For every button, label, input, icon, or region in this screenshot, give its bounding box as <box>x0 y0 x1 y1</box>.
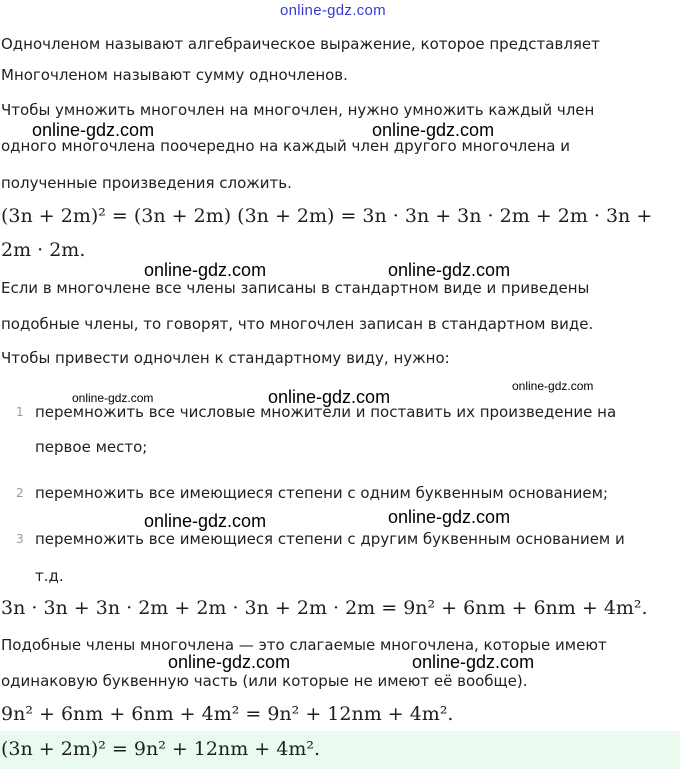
list-item-3-line1: перемножить все имеющиеся степени с другим буквенным основанием и <box>35 530 625 548</box>
watermark-top: online-gdz.com <box>280 2 386 19</box>
rule-multiply-line2: одного многочлена поочередно на каждый член другого многочлена и <box>1 137 571 155</box>
list-item-2: перемножить все имеющиеся степени с одним буквенным основанием; <box>35 484 609 502</box>
list-item-3-line2: т.д. <box>35 567 64 585</box>
list-item-1-line1: перемножить все числовые множители и поставить их произведение на <box>35 403 617 421</box>
equation-standard-form: 3n · 3n + 3n · 2m + 2m · 3n + 2m · 2m = 9n² + 6nm + 6nm + 4m². <box>1 597 648 619</box>
standard-form-line1: Если в многочлене все члены записаны в стандартном виде и приведены <box>1 279 590 297</box>
watermark: online-gdz.com <box>32 120 155 140</box>
watermark: online-gdz.com <box>412 652 535 672</box>
watermark: online-gdz.com <box>144 511 267 531</box>
watermark: online-gdz.com <box>168 652 291 672</box>
definition-monomial: Одночленом называют алгебраическое выражение, которое представляет <box>1 35 600 53</box>
equation-expansion-line1: (3n + 2m)² = (3n + 2m) (3n + 2m) = 3n · 3n + 3n · 2m + 2m · 3n + <box>1 205 653 227</box>
standard-form-line2: подобные члены, то говорят, что многочлен записан в стандартном виде. <box>1 315 594 333</box>
watermark: online-gdz.com <box>72 391 154 405</box>
rule-multiply-line3: полученные произведения сложить. <box>1 174 292 192</box>
like-terms-line1: Подобные члены многочлена — это слагаемые многочлена, которые имеют <box>1 636 607 654</box>
watermark: online-gdz.com <box>144 260 267 280</box>
watermark: online-gdz.com <box>512 379 594 393</box>
list-item-1-line2: первое место; <box>35 438 148 456</box>
equation-expansion-line2: 2m · 2m. <box>1 239 86 261</box>
definition-polynomial: Многочленом называют сумму одночленов. <box>1 66 348 84</box>
list-number: 2 <box>16 486 24 500</box>
equation-final-answer: (3n + 2m)² = 9n² + 12nm + 4m². <box>1 738 321 760</box>
watermark: online-gdz.com <box>372 120 495 140</box>
like-terms-line2: одинаковую буквенную часть (или которые не имеют её вообще). <box>1 672 528 690</box>
list-number: 3 <box>16 532 24 546</box>
rule-multiply-line1: Чтобы умножить многочлен на многочлен, нужно умножить каждый член <box>1 101 595 119</box>
equation-combine-like-terms: 9n² + 6nm + 6nm + 4m² = 9n² + 12nm + 4m². <box>1 703 454 725</box>
watermark: online-gdz.com <box>268 387 391 407</box>
standard-form-howto: Чтобы привести одночлен к стандартному виду, нужно: <box>1 349 450 367</box>
watermark: online-gdz.com <box>388 260 511 280</box>
list-number: 1 <box>16 405 24 419</box>
watermark: online-gdz.com <box>388 507 511 527</box>
